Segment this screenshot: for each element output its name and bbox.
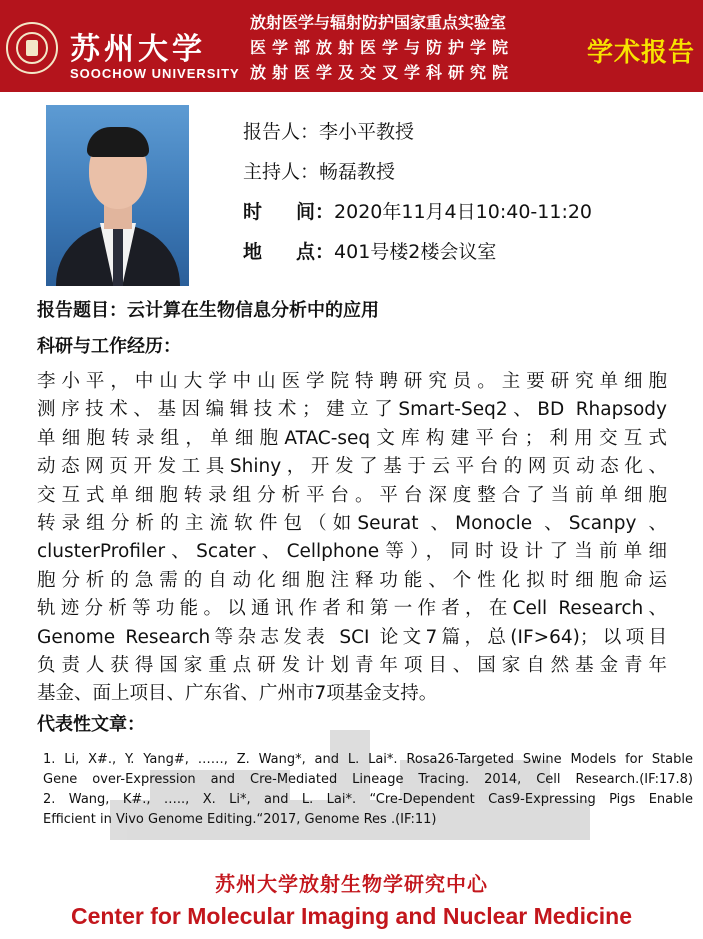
papers-section-title: 代表性文章： <box>37 714 145 735</box>
time-label-b: 间： <box>296 201 335 223</box>
bio-line: 基金、面上项目、广东省、广州市7项基金支持。 <box>37 683 438 705</box>
place-line <box>243 239 496 265</box>
bio-line: 测序技术、基因编辑技术；建立了Smart-Seq2、BD Rhapsody <box>37 399 667 421</box>
place-value: 401号楼2楼会议室 <box>334 241 497 263</box>
paper-2-line-2: Efficient in Vivo Genome Editing.“2017, Genome Res .(IF:11) <box>43 812 437 827</box>
time-label-a: 时 <box>243 201 263 223</box>
papers-list <box>43 750 693 830</box>
academic-report-badge: 学术报告 <box>586 38 695 68</box>
university-seal-icon <box>6 22 58 74</box>
report-topic: 报告题目：云计算在生物信息分析中的应用 <box>37 300 379 321</box>
university-name-cn: 苏州大学 <box>70 32 206 67</box>
host-line: 主持人：畅磊教授 <box>243 161 396 183</box>
bio-line: 动态网页开发工具Shiny，开发了基于云平台的网页动态化、 <box>37 456 667 478</box>
bio-line: 交互式单细胞转录组分析平台。平台深度整合了当前单细胞 <box>37 484 667 506</box>
lab-name-1: 放射医学与辐射防护国家重点实验室 <box>250 13 507 32</box>
paper-1-line-2: Gene over-Expression and Cre-Mediated Lineage Tracing. 2014, Cell Research.(IF:17.8) <box>43 772 693 787</box>
place-label-b: 点： <box>296 241 335 263</box>
bio-line: 转录组分析的主流软件包（如Seurat 、Monocle 、Scanpy 、 <box>37 513 667 535</box>
speaker-photo <box>46 105 189 286</box>
center-name-en: Center for Molecular Imaging and Nuclear Medicine <box>70 903 633 929</box>
bio-line: 负责人获得国家重点研发计划青年项目、国家自然基金青年 <box>37 655 667 677</box>
bio-line: 轨迹分析等功能。以通讯作者和第一作者，在Cell Research、 <box>37 598 667 620</box>
time-value: 2020年11月4日10:40-11:20 <box>334 201 593 223</box>
header-banner <box>0 0 703 92</box>
bio-line: 胞分析的急需的自动化细胞注释功能、个性化拟时细胞命运 <box>37 569 667 591</box>
bio-paragraph <box>37 368 667 709</box>
paper-1-line-1: 1. Li, X#., Y. Yang#, ……, Z. Wang*, and L. Lai*. Rosa26-Targeted Swine Models for Stable <box>43 752 693 767</box>
paper-2-line-1: 2. Wang, K#., ….., X. Li*, and L. Lai*. “Cre-Dependent Cas9-Expressing Pigs Enable <box>43 792 693 807</box>
bio-line: 李小平，中山大学中山医学院特聘研究员。主要研究单细胞 <box>37 371 667 392</box>
time-line <box>243 199 592 225</box>
lab-name-2: 医学部放射医学与防护学院 <box>250 38 515 57</box>
speaker-line: 报告人：李小平教授 <box>243 121 415 143</box>
lab-name-3: 放射医学及交叉学科研究院 <box>250 63 515 82</box>
bio-line: Genome Research等杂志发表 SCI 论文7篇，总(IF>64)；以项目 <box>37 626 667 648</box>
bio-line: clusterProfiler、Scater、Cellphone等），同时设计了当前单细 <box>37 541 667 563</box>
center-name-cn: 苏州大学放射生物学研究中心 <box>215 872 488 896</box>
place-label-a: 地 <box>243 241 263 263</box>
university-name-en: SOOCHOW UNIVERSITY <box>70 66 240 81</box>
bio-section-title: 科研与工作经历： <box>37 336 181 357</box>
bio-line: 单细胞转录组，单细胞ATAC-seq文库构建平台；利用交互式 <box>37 427 667 449</box>
